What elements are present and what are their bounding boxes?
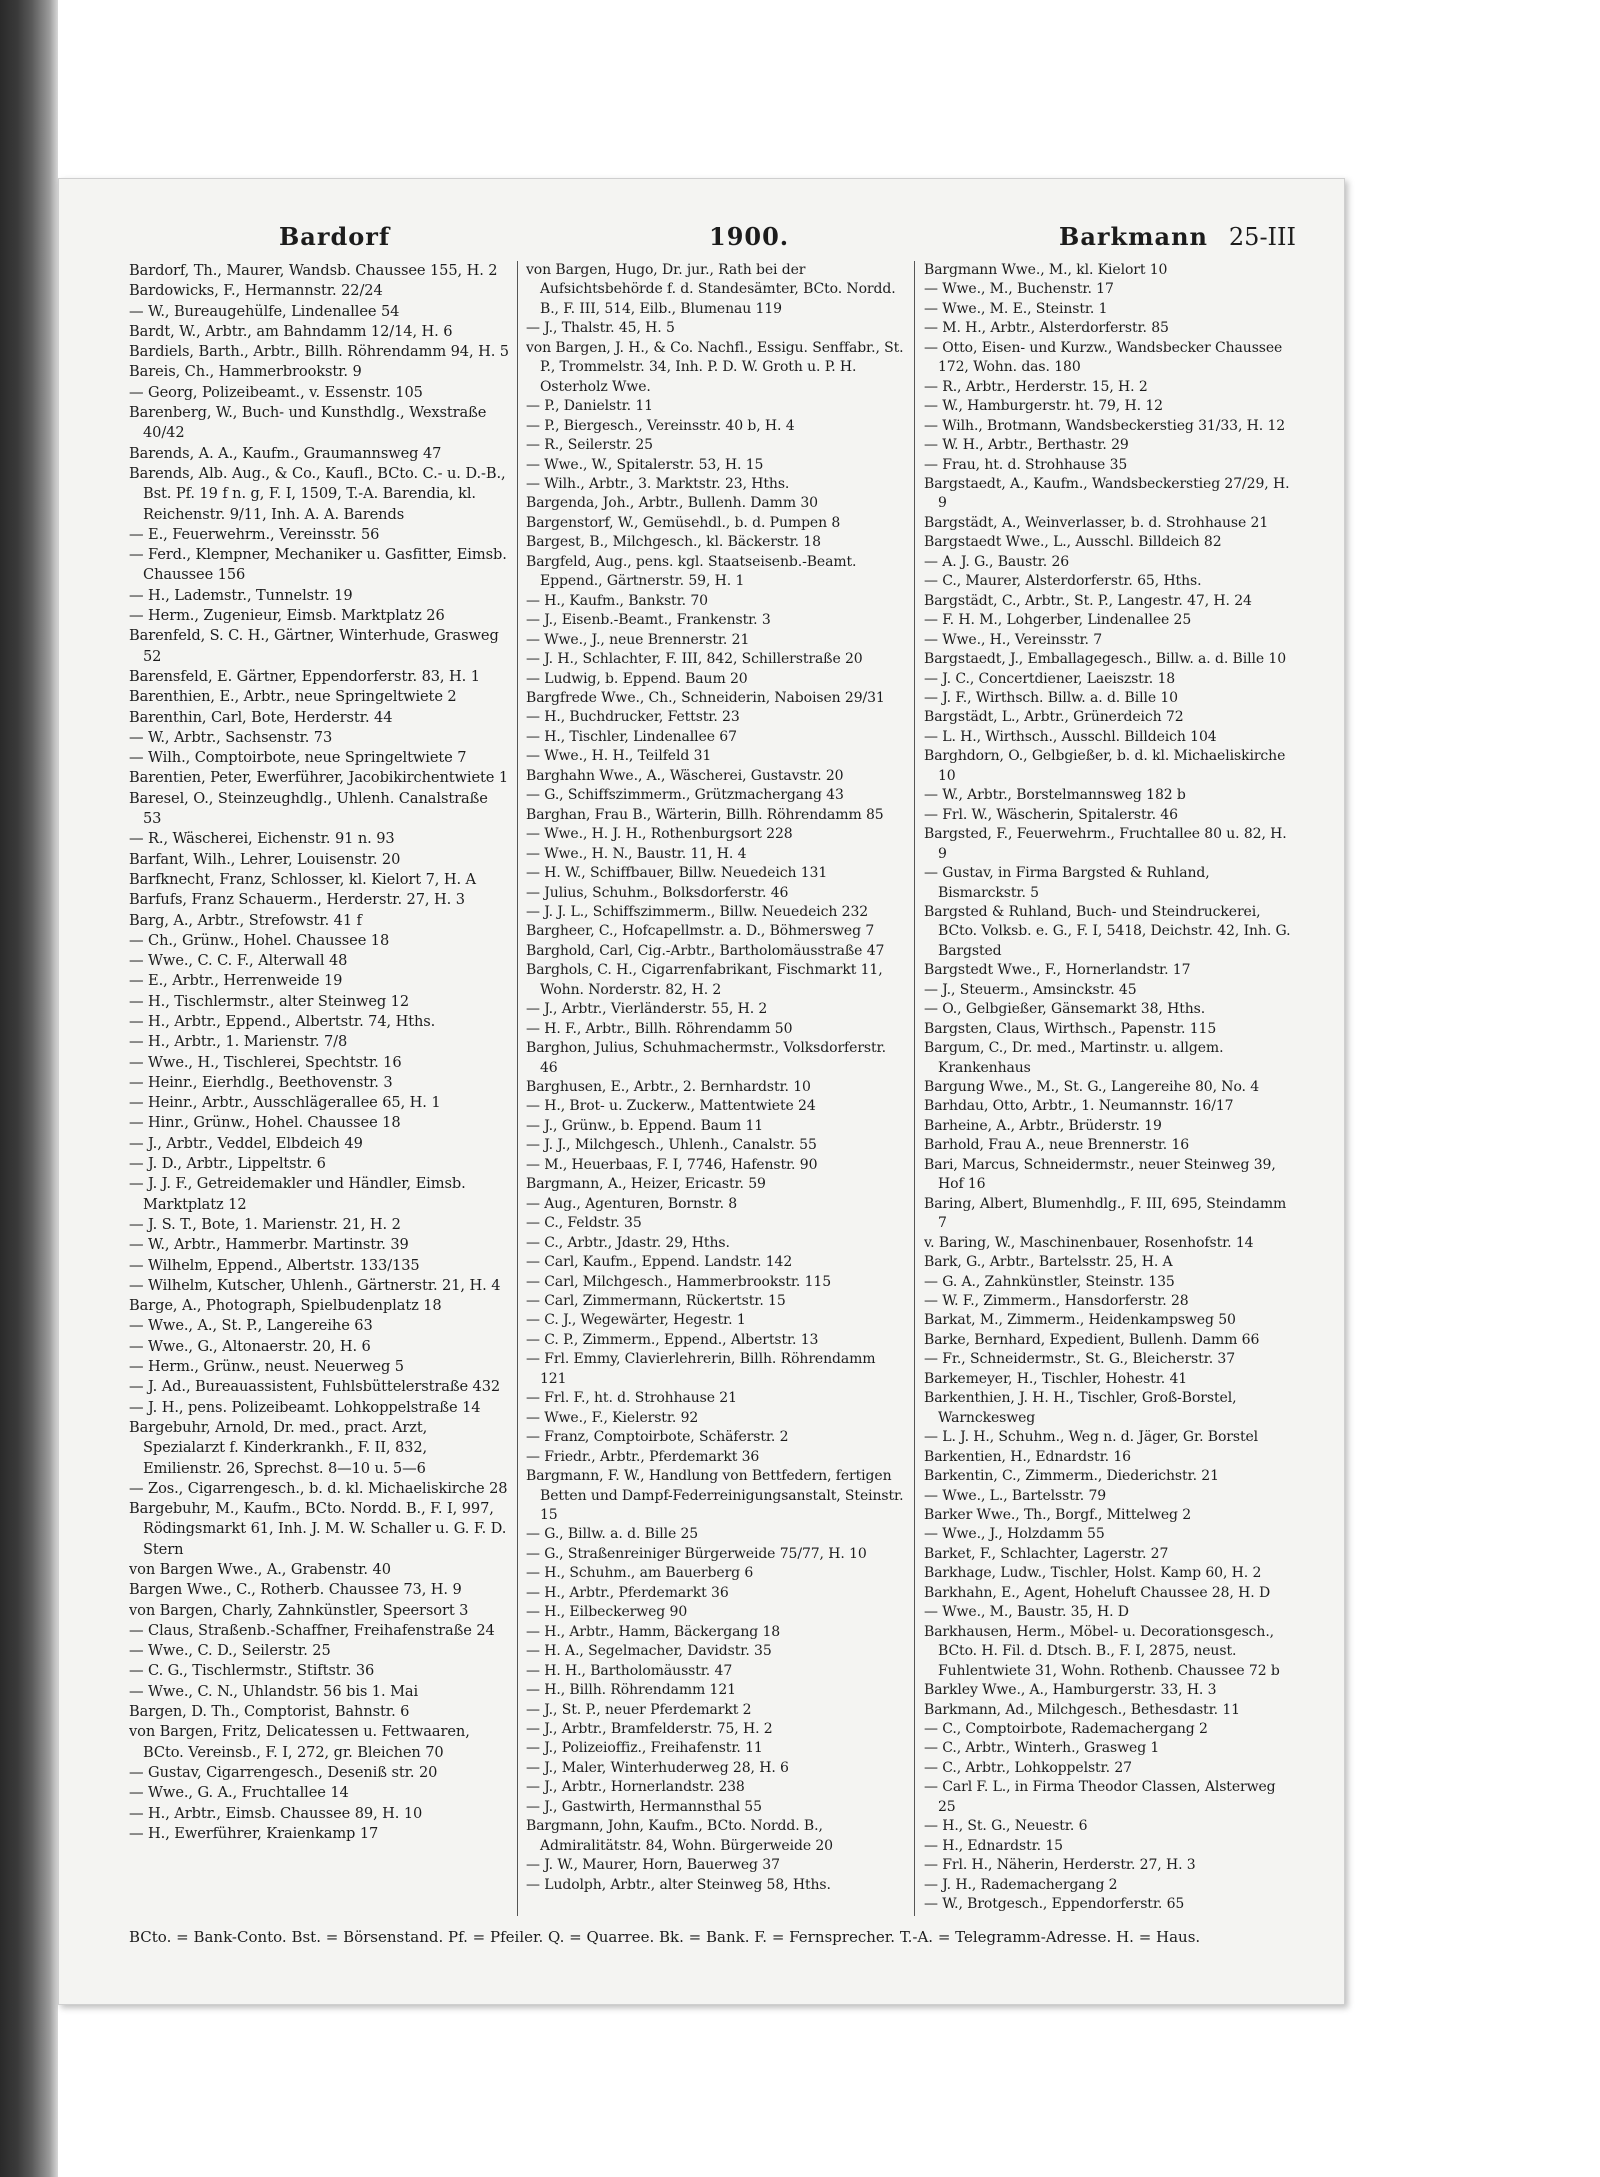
directory-entry: — Wilhelm, Eppend., Albertstr. 133/135 xyxy=(129,1256,420,1274)
directory-entry: — W., Arbtr., Hammerbr. Martinstr. 39 xyxy=(129,1236,409,1254)
directory-entry: — J., Thalstr. 45, H. 5 xyxy=(526,320,675,337)
directory-entry: — R., Arbtr., Herderstr. 15, H. 2 xyxy=(924,378,1148,395)
directory-entry: — Aug., Agenturen, Bornstr. 8 xyxy=(526,1195,738,1212)
directory-entry: Bargum, C., Dr. med., Martinstr. u. allgem. Krankenhaus xyxy=(924,1040,1224,1076)
directory-entry: Bargstaedt, A., Kaufm., Wandsbeckerstieg 27/29, H. 9 xyxy=(924,475,1290,512)
directory-entry: von Bargen, J. H., & Co. Nachfl., Essigu. Senffabr., St. P., Trommelstr. 34, Inh. P. D. W. Groth u. P. H. Osterholz Wwe. xyxy=(526,339,904,395)
directory-entry: — H., Kaufm., Bankstr. 70 xyxy=(526,592,708,609)
directory-entry: — H. H., Bartholomäusstr. 47 xyxy=(526,1662,733,1679)
directory-entry: — C., Arbtr., Jdastr. 29, Hths. xyxy=(526,1234,730,1251)
directory-page xyxy=(58,178,1345,2005)
directory-entry: Bargstädt, L., Arbtr., Grünerdeich 72 xyxy=(924,709,1184,726)
directory-entry: Bargebuhr, M., Kaufm., BCto. Nordd. B., F. I, 997, Rödingsmarkt 61, Inh. J. M. W. Schaller u. G. F. D. Stern xyxy=(129,1500,507,1558)
directory-entry: — Wilh., Brotmann, Wandsbeckerstieg 31/33, H. 12 xyxy=(924,417,1286,434)
directory-entry: — R., Wäscherei, Eichenstr. 91 n. 93 xyxy=(129,830,395,848)
directory-entry: — Zos., Cigarrengesch., b. d. kl. Michaeliskirche 28 xyxy=(129,1479,508,1497)
directory-entry: — Wwe., L., Bartelsstr. 79 xyxy=(924,1487,1107,1504)
running-header xyxy=(129,219,1296,259)
directory-entry: Barkley Wwe., A., Hamburgerstr. 33, H. 3 xyxy=(924,1682,1217,1699)
directory-entry: — J. H., Schlachter, F. III, 842, Schillerstraße 20 xyxy=(526,651,863,668)
directory-entry: — Wwe., M., Buchenstr. 17 xyxy=(924,281,1114,298)
directory-entry: Barentien, Peter, Ewerführer, Jacobikirchentwiete 1 xyxy=(129,769,509,787)
directory-entry: Barheine, A., Arbtr., Brüderstr. 19 xyxy=(924,1117,1162,1134)
directory-entry: — J. J. F., Getreidemakler und Händler, Eimsb. Marktplatz 12 xyxy=(129,1175,466,1213)
directory-entry: Barghusen, E., Arbtr., 2. Bernhardstr. 10 xyxy=(526,1079,811,1096)
directory-entry: Barkhahn, E., Agent, Hoheluft Chaussee 28, H. D xyxy=(924,1584,1271,1601)
directory-entry: — C., Arbtr., Winterh., Grasweg 1 xyxy=(924,1740,1160,1757)
directory-entry: Baresel, O., Steinzeughdlg., Uhlenh. Canalstraße 53 xyxy=(129,789,488,828)
directory-entry: — J. H., pens. Polizeibeamt. Lohkoppelstraße 14 xyxy=(129,1398,481,1416)
directory-entry: Barghols, C. H., Cigarrenfabrikant, Fischmarkt 11, Wohn. Norderstr. 82, H. 2 xyxy=(526,962,883,998)
directory-entry: Barfknecht, Franz, Schlosser, kl. Kielort 7, H. A xyxy=(129,870,476,888)
directory-entry: Barkhausen, Herm., Möbel- u. Decorationsgesch., BCto. H. Fil. d. Dtsch. B., F. I, 2875, neust. Fuhlentwiete 31, Wohn. Rothenb. Chaussee 72 b xyxy=(924,1623,1280,1679)
directory-entry: — J. S. T., Bote, 1. Marienstr. 21, H. 2 xyxy=(129,1215,401,1233)
directory-entry: Bargest, B., Milchgesch., kl. Bäckerstr. 18 xyxy=(526,534,821,551)
directory-entry: Barends, Alb. Aug., & Co., Kaufl., BCto. C.- u. D.-B., Bst. Pf. 19 f n. g, F. I, 1509, T.-A. Barendia, kl. Reichenstr. 9/11, Inh. A. A. Barends xyxy=(129,464,506,523)
directory-entry: — Carl, Kaufm., Eppend. Landstr. 142 xyxy=(526,1254,793,1271)
directory-entry: Bargheer, C., Hofcapellmstr. a. D., Böhmersweg 7 xyxy=(526,923,875,940)
directory-entry: Barke, Bernhard, Expedient, Bullenh. Damm 66 xyxy=(924,1331,1260,1348)
abbreviation-legend: BCto. = Bank-Conto. Bst. = Börsenstand. Pf. = Pfeiler. Q. = Quarree. Bk. = Bank. F. = Fernsprecher. T.-A. = Telegramm-Adresse. H. = Haus. xyxy=(129,1928,1201,1946)
directory-entry: — Frl. W., Wäscherin, Spitalerstr. 46 xyxy=(924,806,1178,823)
directory-entry: — Wwe., H. H., Teilfeld 31 xyxy=(526,748,712,765)
directory-entry: — Ludolph, Arbtr., alter Steinweg 58, Hths. xyxy=(526,1876,831,1893)
directory-entry: — Gustav, Cigarrengesch., Deseniß str. 20 xyxy=(129,1763,438,1781)
directory-entry: — W., Hamburgerstr. ht. 79, H. 12 xyxy=(924,398,1163,415)
directory-entry: Bargenda, Joh., Arbtr., Bullenh. Damm 30 xyxy=(526,495,818,512)
directory-entry: Barge, A., Photograph, Spielbudenplatz 18 xyxy=(129,1297,442,1315)
directory-entry: Bari, Marcus, Schneidermstr., neuer Steinweg 39, Hof 16 xyxy=(924,1156,1276,1193)
directory-entry: v. Baring, W., Maschinenbauer, Rosenhofstr. 14 xyxy=(924,1234,1254,1251)
scan-binding-edge xyxy=(0,0,58,2177)
directory-entry: — J., Arbtr., Hornerlandstr. 238 xyxy=(526,1779,745,1796)
directory-entry: — P., Danielstr. 11 xyxy=(526,398,653,415)
directory-entry: — H., Brot- u. Zuckerw., Mattentwiete 24 xyxy=(526,1098,816,1115)
directory-entry: — Hinr., Grünw., Hohel. Chaussee 18 xyxy=(129,1114,401,1132)
directory-entry: — L. H., Wirthsch., Ausschl. Billdeich 104 xyxy=(924,728,1217,745)
directory-entry: Barkhage, Ludw., Tischler, Holst. Kamp 60, H. 2 xyxy=(924,1565,1262,1582)
directory-entry: — W., Arbtr., Borstelmannsweg 182 b xyxy=(924,787,1186,804)
directory-entry: Bargen, D. Th., Comptorist, Bahnstr. 6 xyxy=(129,1703,410,1721)
directory-entry: — Wwe., W., Spitalerstr. 53, H. 15 xyxy=(526,456,764,473)
directory-entry: — Frau, ht. d. Strohhause 35 xyxy=(924,456,1128,473)
directory-entry: — Wilh., Arbtr., 3. Marktstr. 23, Hths. xyxy=(526,475,790,492)
directory-entry: — W., Arbtr., Sachsenstr. 73 xyxy=(129,728,333,746)
directory-entry: — Ch., Grünw., Hohel. Chaussee 18 xyxy=(129,931,390,949)
directory-entry: — H. A., Segelmacher, Davidstr. 35 xyxy=(526,1643,772,1660)
directory-entry: Barenthin, Carl, Bote, Herderstr. 44 xyxy=(129,708,393,726)
directory-entry: Bargenstorf, W., Gemüsehdl., b. d. Pumpen 8 xyxy=(526,514,841,531)
directory-entry: — J., Grünw., b. Eppend. Baum 11 xyxy=(526,1117,764,1134)
directory-entry: — R., Seilerstr. 25 xyxy=(526,437,653,454)
directory-entry: — J., Steuerm., Amsinckstr. 45 xyxy=(924,981,1137,998)
directory-entry: — Heinr., Arbtr., Ausschlägerallee 65, H. 1 xyxy=(129,1094,441,1112)
directory-entry: — Wwe., A., St. P., Langereihe 63 xyxy=(129,1317,373,1335)
directory-entry: — Wwe., H., Tischlerei, Spechtstr. 16 xyxy=(129,1053,402,1071)
directory-entry: — C., Arbtr., Lohkoppelstr. 27 xyxy=(924,1759,1132,1776)
directory-entry: — Herm., Zugenieur, Eimsb. Marktplatz 26 xyxy=(129,607,445,625)
directory-entry: — H., Arbtr., Eppend., Albertstr. 74, Hths. xyxy=(129,1012,436,1030)
directory-entry: — J. W., Maurer, Horn, Bauerweg 37 xyxy=(526,1857,780,1874)
directory-entry: Bargstädt, C., Arbtr., St. P., Langestr. 47, H. 24 xyxy=(924,592,1252,609)
directory-entry: — Wwe., H., Vereinsstr. 7 xyxy=(924,631,1103,648)
directory-entry: — J., Arbtr., Bramfelderstr. 75, H. 2 xyxy=(526,1720,773,1737)
directory-entry: Barenthien, E., Arbtr., neue Springeltwiete 2 xyxy=(129,688,457,706)
directory-entry: — H., Buchdrucker, Fettstr. 23 xyxy=(526,709,740,726)
directory-entry: — C. G., Tischlermstr., Stiftstr. 36 xyxy=(129,1662,375,1680)
directory-entry: — H., Arbtr., Pferdemarkt 36 xyxy=(526,1584,729,1601)
directory-entry: von Bargen, Fritz, Delicatessen u. Fettwaaren, BCto. Vereinsb., F. I, 272, gr. Bleichen 70 xyxy=(129,1723,470,1761)
directory-entry: — Ludwig, b. Eppend. Baum 20 xyxy=(526,670,748,687)
directory-entry: — M., Heuerbaas, F. I, 7746, Hafenstr. 90 xyxy=(526,1156,818,1173)
directory-entry: — C., Feldstr. 35 xyxy=(526,1215,642,1232)
directory-entry: — Wwe., J., neue Brennerstr. 21 xyxy=(526,631,750,648)
directory-entry: Barkmann, Ad., Milchgesch., Bethesdastr. 11 xyxy=(924,1701,1240,1718)
directory-entry: — Wwe., C. N., Uhlandstr. 56 bis 1. Mai xyxy=(129,1682,419,1700)
directory-entry: — Ferd., Klempner, Mechaniker u. Gasfitter, Eimsb. Chaussee 156 xyxy=(129,546,507,584)
directory-entry: Barghon, Julius, Schuhmachermstr., Volksdorferstr. 46 xyxy=(526,1040,886,1076)
directory-entry: Bargstaedt Wwe., L., Ausschl. Billdeich 82 xyxy=(924,534,1222,551)
directory-entry: — Wwe., H. N., Baustr. 11, H. 4 xyxy=(526,845,747,862)
directory-entry: — E., Arbtr., Herrenweide 19 xyxy=(129,972,343,990)
directory-entry: Barkat, M., Zimmerm., Heidenkampsweg 50 xyxy=(924,1312,1236,1329)
directory-entry: — Franz, Comptoirbote, Schäferstr. 2 xyxy=(526,1429,789,1446)
directory-entry: — W., Brotgesch., Eppendorferstr. 65 xyxy=(924,1896,1185,1913)
directory-entry: — H., Billh. Röhrendamm 121 xyxy=(526,1682,736,1699)
header-year: 1900. xyxy=(709,222,790,251)
directory-entry: — Wwe., F., Kielerstr. 92 xyxy=(526,1409,699,1426)
directory-entry: Bardt, W., Arbtr., am Bahndamm 12/14, H. 6 xyxy=(129,322,453,340)
directory-entry: — J., Maler, Winterhuderweg 28, H. 6 xyxy=(526,1759,789,1776)
directory-entry: — J., Eisenb.-Beamt., Frankenstr. 3 xyxy=(526,612,771,629)
directory-entry: — H. F., Arbtr., Billh. Röhrendamm 50 xyxy=(526,1020,793,1037)
directory-entry: — Frl. H., Näherin, Herderstr. 27, H. 3 xyxy=(924,1857,1196,1874)
directory-entry: — C., Maurer, Alsterdorferstr. 65, Hths. xyxy=(924,573,1202,590)
directory-entry: — Wwe., C. D., Seilerstr. 25 xyxy=(129,1642,331,1660)
directory-entry: Bargstädt, A., Weinverlasser, b. d. Strohhause 21 xyxy=(924,514,1269,531)
directory-entry: — H., Tischlermstr., alter Steinweg 12 xyxy=(129,992,410,1010)
directory-entry: — Wwe., M. E., Steinstr. 1 xyxy=(924,300,1108,317)
column-3 xyxy=(924,261,1296,1916)
directory-entry: — P., Biergesch., Vereinsstr. 40 b, H. 4 xyxy=(526,417,795,434)
directory-entry: — H., Arbtr., Hamm, Bäckergang 18 xyxy=(526,1623,781,1640)
directory-entry: — W., Bureaugehülfe, Lindenallee 54 xyxy=(129,302,400,320)
directory-entry: — H., Ednardstr. 15 xyxy=(924,1837,1063,1854)
directory-entry: Bargsted, F., Feuerwehrm., Fruchtallee 80 u. 82, H. 9 xyxy=(924,826,1287,862)
directory-entry: — Wwe., G., Altonaerstr. 20, H. 6 xyxy=(129,1337,371,1355)
directory-entry: Bargmann Wwe., M., kl. Kielort 10 xyxy=(924,262,1168,278)
directory-entry: von Bargen, Hugo, Dr. jur., Rath bei der Aufsichtsbehörde f. d. Standesämter, BCto. Nordd. B., F. III, 514, Eilb., Blumenau 119 xyxy=(526,262,896,317)
directory-entry: Barenberg, W., Buch- und Kunsthdlg., Wexstraße 40/42 xyxy=(129,404,487,442)
directory-entry: Barhdau, Otto, Arbtr., 1. Neumannstr. 16/17 xyxy=(924,1098,1234,1115)
directory-entry: Bargen Wwe., C., Rotherb. Chaussee 73, H. 9 xyxy=(129,1581,462,1599)
directory-entry: — C. P., Zimmerm., Eppend., Albertstr. 13 xyxy=(526,1331,819,1348)
directory-entry: — J., Gastwirth, Hermannsthal 55 xyxy=(526,1798,762,1815)
directory-entry: Barensfeld, E. Gärtner, Eppendorferstr. 83, H. 1 xyxy=(129,667,480,685)
directory-entry: — H., Ewerführer, Kraienkamp 17 xyxy=(129,1824,379,1842)
directory-entry: — W. F., Zimmerm., Hansdorferstr. 28 xyxy=(924,1293,1189,1310)
header-right-catchword: Barkmann xyxy=(1059,222,1208,251)
directory-entry: — H., Eilbeckerweg 90 xyxy=(526,1604,688,1621)
directory-entry: Barkenthien, J. H. H., Tischler, Groß-Borstel, Warnckesweg xyxy=(924,1390,1237,1426)
directory-entry: — J., Arbtr., Vierländerstr. 55, H. 2 xyxy=(526,1001,768,1018)
directory-entry: Barghold, Carl, Cig.-Arbtr., Bartholomäusstraße 47 xyxy=(526,942,885,959)
page-number: 25-III xyxy=(1228,223,1296,251)
directory-entry: — Wwe., M., Baustr. 35, H. D xyxy=(924,1604,1129,1621)
directory-entry: — A. J. G., Baustr. 26 xyxy=(924,553,1070,570)
directory-entry: Barhold, Frau A., neue Brennerstr. 16 xyxy=(924,1137,1190,1154)
directory-entry: — Friedr., Arbtr., Pferdemarkt 36 xyxy=(526,1448,760,1465)
directory-entry: — Claus, Straßenb.-Schaffner, Freihafenstraße 24 xyxy=(129,1621,495,1639)
directory-entry: Bargfrede Wwe., Ch., Schneiderin, Naboisen 29/31 xyxy=(526,689,885,706)
directory-entry: — M. H., Arbtr., Alsterdorferstr. 85 xyxy=(924,320,1169,337)
directory-entry: — G., Billw. a. d. Bille 25 xyxy=(526,1526,699,1543)
directory-entry: Bark, G., Arbtr., Bartelsstr. 25, H. A xyxy=(924,1254,1173,1271)
directory-entry: von Bargen Wwe., A., Grabenstr. 40 xyxy=(129,1561,391,1578)
directory-entry: — J. C., Concertdiener, Laeiszstr. 18 xyxy=(924,670,1176,687)
directory-entry: — W. H., Arbtr., Berthastr. 29 xyxy=(924,437,1129,454)
directory-entry: Bargebuhr, Arnold, Dr. med., pract. Arzt, Spezialarzt f. Kinderkrankh., F. II, 832, Emilienstr. 26, Sprechst. 8—10 u. 5—6 xyxy=(129,1418,428,1477)
directory-entry: — H., Lademstr., Tunnelstr. 19 xyxy=(129,586,353,604)
directory-entry: — C., Comptoirbote, Rademachergang 2 xyxy=(924,1720,1208,1737)
directory-entry: — G., Schiffszimmerm., Grützmachergang 43 xyxy=(526,787,844,804)
directory-entry: — J., St. P., neuer Pferdemarkt 2 xyxy=(526,1701,752,1718)
directory-entry: — H., Arbtr., Eimsb. Chaussee 89, H. 10 xyxy=(129,1804,423,1822)
directory-entry: — G. A., Zahnkünstler, Steinstr. 135 xyxy=(924,1273,1175,1290)
directory-entry: — Wilhelm, Kutscher, Uhlenh., Gärtnerstr. 21, H. 4 xyxy=(129,1276,501,1294)
directory-entry: Barkemeyer, H., Tischler, Hohestr. 41 xyxy=(924,1370,1188,1387)
directory-entry: Bargsten, Claus, Wirthsch., Papenstr. 115 xyxy=(924,1020,1217,1037)
directory-entry: — Wwe., C. C. F., Alterwall 48 xyxy=(129,952,348,970)
directory-entry: — Otto, Eisen- und Kurzw., Wandsbecker Chaussee 172, Wohn. das. 180 xyxy=(924,339,1283,376)
directory-entry: — J. J., Milchgesch., Uhlenh., Canalstr. 55 xyxy=(526,1137,817,1154)
column-1 xyxy=(129,261,509,1916)
directory-entry: — H., St. G., Neuestr. 6 xyxy=(924,1818,1088,1835)
directory-entry: — H., Tischler, Lindenallee 67 xyxy=(526,728,737,745)
directory-entry: Bargung Wwe., M., St. G., Langereihe 80, No. 4 xyxy=(924,1079,1260,1096)
directory-entry: — J. Ad., Bureauassistent, Fuhlsbüttelerstraße 432 xyxy=(129,1378,501,1396)
directory-entry: Bardiels, Barth., Arbtr., Billh. Röhrendamm 94, H. 5 xyxy=(129,343,509,361)
directory-entry: — Carl F. L., in Firma Theodor Classen, Alsterweg 25 xyxy=(924,1779,1276,1815)
directory-entry: — O., Gelbgießer, Gänsemarkt 38, Hths. xyxy=(924,1001,1206,1018)
directory-entry: — Georg, Polizeibeamt., v. Essenstr. 105 xyxy=(129,383,423,401)
directory-entry: — Fr., Schneidermstr., St. G., Bleicherstr. 37 xyxy=(924,1351,1236,1368)
directory-entry: — C. J., Wegewärter, Hegestr. 1 xyxy=(526,1312,746,1329)
directory-entry: Barghan, Frau B., Wärterin, Billh. Röhrendamm 85 xyxy=(526,806,884,823)
directory-entry: — J. D., Arbtr., Lippeltstr. 6 xyxy=(129,1155,326,1173)
directory-entry: Bargmann, F. W., Handlung von Bettfedern, fertigen Betten und Dampf-Federreinigungsanstalt, Steinstr. 15 xyxy=(526,1468,904,1523)
directory-entry: Bargsted & Ruhland, Buch- und Steindruckerei, BCto. Volksb. e. G., F. I, 5418, Deichstr. 42, Inh. G. Bargsted xyxy=(924,903,1291,959)
directory-entry: — H., Schuhm., am Bauerberg 6 xyxy=(526,1565,754,1582)
directory-entry: — Carl, Zimmermann, Rückertstr. 15 xyxy=(526,1293,786,1310)
directory-entry: — Frl. Emmy, Clavierlehrerin, Billh. Röhrendamm 121 xyxy=(526,1351,876,1387)
directory-entry: Bargmann, A., Heizer, Ericastr. 59 xyxy=(526,1176,766,1193)
directory-entry: — Frl. F., ht. d. Strohhause 21 xyxy=(526,1390,737,1407)
directory-entry: — Wwe., J., Holzdamm 55 xyxy=(924,1526,1105,1543)
directory-entry: — Wilh., Comptoirbote, neue Springeltwiete 7 xyxy=(129,749,467,767)
directory-entry: Barends, A. A., Kaufm., Graumannsweg 47 xyxy=(129,444,442,462)
entry-columns xyxy=(129,261,1296,1916)
directory-entry: — Heinr., Eierhdlg., Beethovenstr. 3 xyxy=(129,1073,393,1091)
directory-entry: Barenfeld, S. C. H., Gärtner, Winterhude, Grasweg 52 xyxy=(129,627,499,665)
directory-entry: — H., Arbtr., 1. Marienstr. 7/8 xyxy=(129,1033,348,1051)
directory-entry: Barfant, Wilh., Lehrer, Louisenstr. 20 xyxy=(129,850,401,868)
directory-entry: Barkentien, H., Ednardstr. 16 xyxy=(924,1448,1131,1465)
directory-entry: — L. J. H., Schuhm., Weg n. d. Jäger, Gr. Borstel xyxy=(924,1429,1259,1446)
directory-entry: Bargmann, John, Kaufm., BCto. Nordd. B., Admiralitätstr. 84, Wohn. Bürgerweide 20 xyxy=(526,1818,833,1854)
directory-entry: Bardorf, Th., Maurer, Wandsb. Chaussee 155, H. 2 xyxy=(129,262,498,279)
directory-entry: Barker Wwe., Th., Borgf., Mittelweg 2 xyxy=(924,1507,1192,1523)
page-content xyxy=(129,219,1296,1984)
directory-entry: Bardowicks, F., Hermannstr. 22/24 xyxy=(129,282,383,300)
column-2 xyxy=(526,261,904,1916)
directory-entry: — Carl, Milchgesch., Hammerbrookstr. 115 xyxy=(526,1273,832,1290)
directory-entry: — J., Polizeioffiz., Freihafenstr. 11 xyxy=(526,1740,763,1757)
directory-entry: Bareis, Ch., Hammerbrookstr. 9 xyxy=(129,363,362,381)
directory-entry: Barkentin, C., Zimmerm., Diederichstr. 21 xyxy=(924,1468,1219,1485)
header-left-catchword: Bardorf xyxy=(279,222,391,251)
directory-entry: Barfufs, Franz Schauerm., Herderstr. 27, H. 3 xyxy=(129,891,465,909)
directory-entry: — F. H. M., Lohgerber, Lindenallee 25 xyxy=(924,612,1192,629)
directory-entry: Barket, F., Schlachter, Lagerstr. 27 xyxy=(924,1545,1169,1562)
directory-entry: Bargfeld, Aug., pens. kgl. Staatseisenb.-Beamt. Eppend., Gärtnerstr. 59, H. 1 xyxy=(526,553,857,590)
directory-entry: — E., Feuerwehrm., Vereinsstr. 56 xyxy=(129,525,380,543)
column-divider xyxy=(517,261,518,1916)
directory-entry: — Gustav, in Firma Bargsted & Ruhland, Bismarckstr. 5 xyxy=(924,865,1210,901)
directory-entry: Barg, A., Arbtr., Strefowstr. 41 f xyxy=(129,911,362,929)
directory-entry: — J. F., Wirthsch. Billw. a. d. Bille 10 xyxy=(924,689,1178,706)
directory-entry: Barghahn Wwe., A., Wäscherei, Gustavstr. 20 xyxy=(526,767,844,784)
directory-entry: — G., Straßenreiniger Bürgerweide 75/77, H. 10 xyxy=(526,1545,867,1562)
directory-entry: — Herm., Grünw., neust. Neuerweg 5 xyxy=(129,1358,404,1376)
column-divider xyxy=(914,261,915,1916)
directory-entry: Baring, Albert, Blumenhdlg., F. III, 695, Steindamm 7 xyxy=(924,1195,1287,1232)
directory-entry: — J. J. L., Schiffszimmerm., Billw. Neuedeich 232 xyxy=(526,903,869,920)
directory-entry: — J., Arbtr., Veddel, Elbdeich 49 xyxy=(129,1134,363,1152)
directory-entry: Bargstedt Wwe., F., Hornerlandstr. 17 xyxy=(924,962,1191,979)
directory-entry: — Wwe., G. A., Fruchtallee 14 xyxy=(129,1784,349,1802)
directory-entry: Bargstaedt, J., Emballagegesch., Billw. a. d. Bille 10 xyxy=(924,651,1287,668)
directory-entry: — J. H., Rademachergang 2 xyxy=(924,1876,1118,1893)
directory-entry: — H. W., Schiffbauer, Billw. Neuedeich 131 xyxy=(526,865,828,882)
directory-entry: von Bargen, Charly, Zahnkünstler, Speersort 3 xyxy=(129,1601,469,1619)
directory-entry: — Wwe., H. J. H., Rothenburgsort 228 xyxy=(526,826,793,843)
directory-entry: — Julius, Schuhm., Bolksdorferstr. 46 xyxy=(526,884,789,901)
directory-entry: Barghdorn, O., Gelbgießer, b. d. kl. Michaeliskirche 10 xyxy=(924,748,1286,784)
